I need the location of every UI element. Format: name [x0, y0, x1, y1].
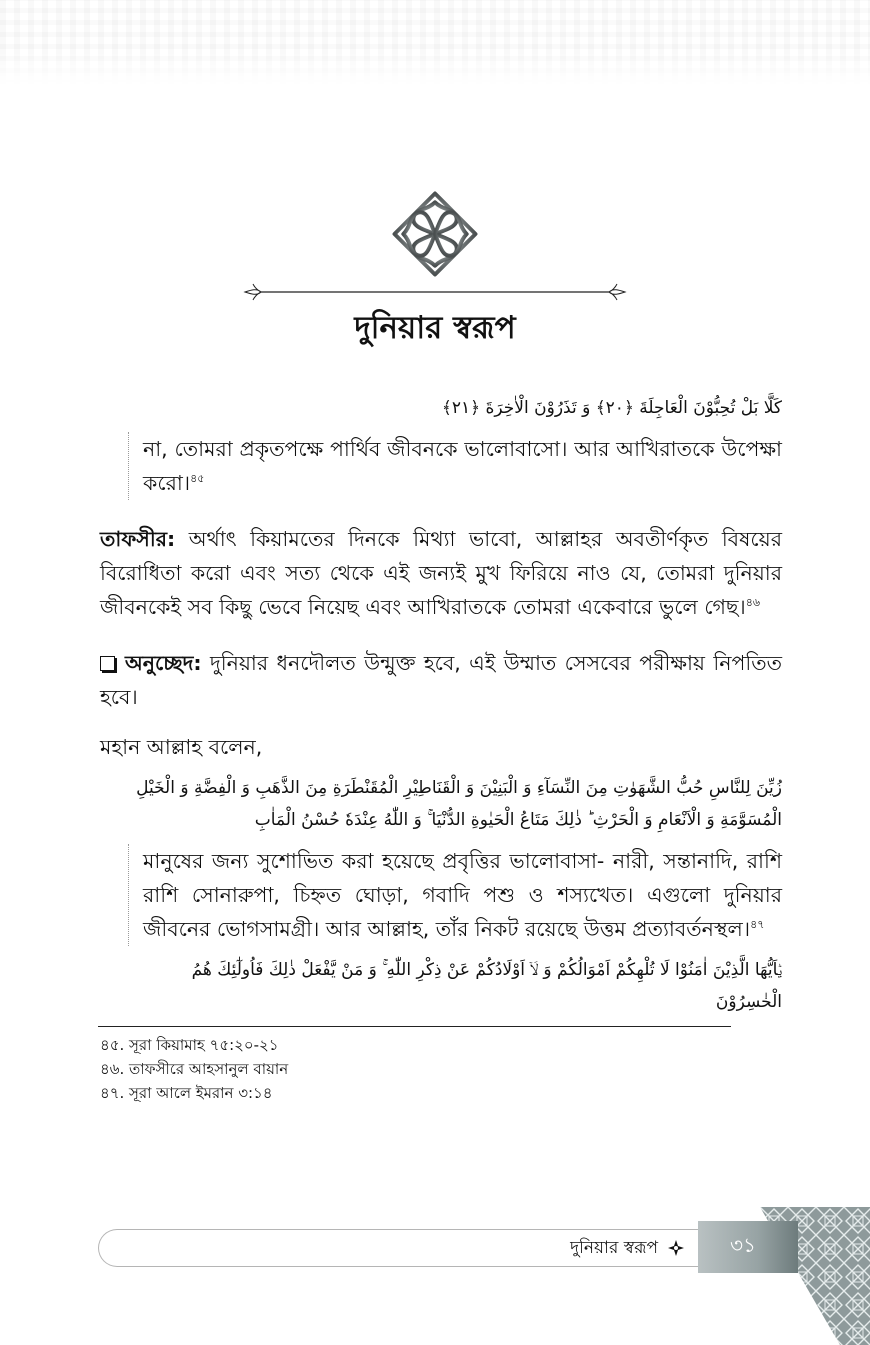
footnote-ref-47[interactable]: ৪৭: [750, 918, 765, 932]
footnote-ref-46[interactable]: ৪৬: [745, 596, 761, 610]
chapter-title: দুনিয়ার স্বরূপ: [354, 310, 516, 346]
footnote-divider: [98, 1026, 731, 1027]
arabic-verse-2: زُيِّنَ لِلنَّاسِ حُبُّ الشَّهَوٰتِ مِنَ النِّسَآءِ وَ الْبَنِيْنَ وَ الْقَنَاطِيْرِ الْمُقَنْطَرَةِ مِنَ الذَّهَبِ وَ الْفِضَّةِ وَ الْخَيْلِ الْمُسَوَّمَةِ وَ الْاَنْعَامِ وَ الْحَرْثِ ؕ ذٰلِكَ مَتَاعُ الْحَيٰوةِ الدُّنْيَا ۚ وَ اللّٰهُ عِنْدَهٗ حُسْنُ الْمَاٰبِ: [136, 778, 782, 830]
verse-2-translation-text: মানুষের জন্য সুশোভিত করা হয়েছে প্রবৃত্তির ভালোবাসা- নারী, সন্তানাদি, রাশি রাশি সোনারুপা, চিহ্নত ঘোড়া, গবাদি পশু ও শস্যখেত। এগুলো দুনিয়ার জীবনের ভোগসামগ্রী। আর আল্লাহ, তাঁর নিকট রয়েছে উত্তম প্রত্যাবর্তনস্থল।: [143, 849, 782, 941]
footnote-item: ৪৫. সূরা কিয়ামাহ ৭৫:২০-২১: [100, 1036, 279, 1054]
footnote-item: ৪৬. তাফসীরে আহসানুল বায়ান: [100, 1060, 289, 1078]
tafsir-label: তাফসীর:: [100, 527, 176, 551]
footnote-item: ৪৭. সূরা আলে ইমরান ৩:১৪: [100, 1084, 273, 1102]
verse-2-translation: [128, 844, 782, 946]
chapter-ornament-icon: [391, 190, 479, 278]
intro-line: মহান আল্লাহ বলেন,: [100, 735, 263, 759]
footer-ornament-icon: [668, 1240, 684, 1256]
tafsir-text: অর্থাৎ কিয়ামতের দিনকে মিথ্যা ভাবো, আল্লাহর অবতীর্ণকৃত বিষয়ের বিরোধিতা করো এবং সত্য থেকে এই জন্যই মুখ ফিরিয়ে নাও যে, তোমরা দুনিয়ার জীবনকেই সব কিছু ভেবে নিয়েছ এবং আখিরাতকে তোমরা একেবারে ভুলে গেছ।: [100, 527, 782, 619]
footer-bar: [98, 1229, 698, 1267]
title-divider: [243, 280, 627, 304]
running-title: দুনিয়ার স্বরূপ: [570, 1238, 658, 1258]
verse-1-translation: [128, 432, 782, 500]
square-bullet-icon: [100, 656, 115, 671]
section-label: অনুচ্ছেদ:: [125, 651, 202, 675]
footnotes: [100, 1033, 782, 1105]
arabic-verse-1: كَلَّا بَلْ تُحِبُّوْنَ الْعَاجِلَةَ ﴿۲۰﴾ وَ تَذَرُوْنَ الْاٰخِرَةَ ﴿۲۱﴾: [441, 398, 782, 418]
page-body: [100, 392, 782, 1105]
page-number: ৩১: [730, 1232, 756, 1257]
header-pattern: [0, 0, 870, 85]
section-text: দুনিয়ার ধনদৌলত উন্মুক্ত হবে, এই উম্মাত সেসবের পরীক্ষায় নিপতিত হবে।: [100, 651, 782, 709]
section-heading: [100, 646, 782, 714]
verse-1-translation-text: না, তোমরা প্রকৃতপক্ষে পার্থিব জীবনকে ভালোবাসো। আর আখিরাতকে উপেক্ষা করো।: [143, 437, 782, 495]
arabic-verse-3: يٰۤاَيُّهَا الَّذِيْنَ اٰمَنُوْا لَا تُلْهِكُمْ اَمْوَالُكُمْ وَ لَاۤ اَوْلَادُكُمْ عَنْ ذِكْرِ اللّٰهِ ۚ وَ مَنْ يَّفْعَلْ ذٰلِكَ فَاُولٰٓئِكَ هُمُ الْخٰسِرُوْنَ: [191, 960, 782, 1012]
page-number-tab: [698, 1221, 798, 1273]
footnote-ref-45[interactable]: ৪৫: [190, 472, 205, 486]
footnote-section: [100, 1026, 782, 1105]
tafsir-paragraph: [100, 522, 782, 624]
